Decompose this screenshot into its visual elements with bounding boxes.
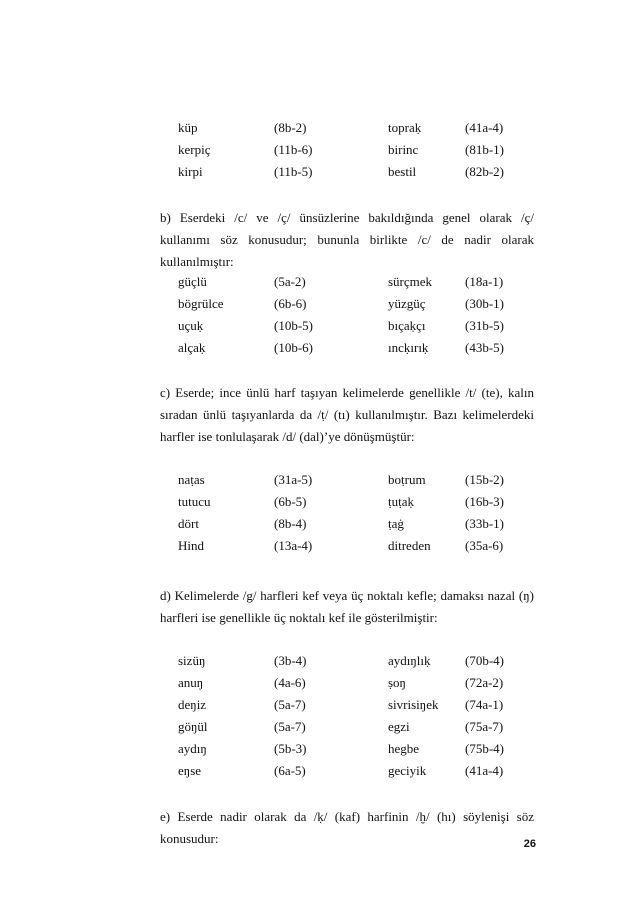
- word: hegbe: [388, 741, 420, 756]
- ref: (81b-1): [465, 142, 504, 157]
- word: egzi: [388, 719, 410, 734]
- ref: (41a-4): [465, 763, 504, 778]
- word-table-a: [0, 117, 504, 183]
- ref: (8b-2): [274, 120, 307, 135]
- table-row: [0, 716, 504, 738]
- word: sizüŋ: [178, 653, 206, 668]
- word: ṭuṭaḳ: [388, 494, 414, 509]
- word-table-c: [0, 469, 504, 557]
- table-row: [0, 315, 504, 337]
- ref: (8b-4): [274, 516, 307, 531]
- paragraph-e: e) Eserde nadir olarak da /ḳ/ (kaf) harfinin /ḫ/ (hı) söylenişi söz konusudur:: [160, 809, 534, 846]
- word: küp: [178, 120, 198, 135]
- ref: (70b-4): [465, 653, 504, 668]
- ref: (75a-7): [465, 719, 504, 734]
- page-number: 26: [523, 838, 536, 850]
- word: bögrülce: [178, 296, 224, 311]
- word: sürçmek: [388, 274, 433, 289]
- ref: (10b-6): [274, 340, 313, 355]
- table-row: [0, 293, 504, 315]
- word: ṭaġ: [388, 516, 404, 531]
- ref: (33b-1): [465, 516, 504, 531]
- ref: (31a-5): [274, 472, 313, 487]
- ref: (6b-5): [274, 494, 307, 509]
- word: uçuḳ: [178, 318, 204, 333]
- ref: (16b-3): [465, 494, 504, 509]
- word: topraḳ: [388, 120, 422, 135]
- ref: (5a-7): [274, 697, 306, 712]
- word: naṭas: [178, 472, 205, 487]
- ref: (5a-7): [274, 719, 306, 734]
- table-row: [0, 694, 504, 716]
- word: ditreden: [388, 538, 431, 553]
- table-row: [0, 469, 504, 491]
- word: geciyik: [388, 763, 427, 778]
- word: kirpi: [178, 164, 203, 179]
- word: ṣoŋ: [388, 675, 406, 690]
- ref: (11b-6): [274, 142, 313, 157]
- word: birinc: [388, 142, 419, 157]
- ref: (75b-4): [465, 741, 504, 756]
- word: göŋül: [178, 719, 208, 734]
- ref: (41a-4): [465, 120, 504, 135]
- table-row: [0, 337, 504, 359]
- word: yüzgüç: [388, 296, 426, 311]
- table-row: [0, 513, 504, 535]
- table-row: [0, 161, 504, 183]
- word: aydıŋlıḳ: [388, 653, 431, 668]
- ref: (18a-1): [465, 274, 504, 289]
- table-row: [0, 491, 504, 513]
- ref: (43b-5): [465, 340, 504, 355]
- word: boṭrum: [388, 472, 426, 487]
- word: bestil: [388, 164, 417, 179]
- word: güçlü: [178, 274, 207, 289]
- word: tutucu: [178, 494, 211, 509]
- ref: (30b-1): [465, 296, 504, 311]
- ref: (4a-6): [274, 675, 306, 690]
- ref: (10b-5): [274, 318, 313, 333]
- ref: (72a-2): [465, 675, 504, 690]
- word: sivrisiŋek: [388, 697, 439, 712]
- word: ıncḳırıḳ: [388, 340, 429, 355]
- table-row: [0, 271, 504, 293]
- word: deŋiz: [178, 697, 207, 712]
- ref: (82b-2): [465, 164, 504, 179]
- word: dört: [178, 516, 199, 531]
- table-row: [0, 738, 504, 760]
- table-row: [0, 139, 504, 161]
- table-row: [0, 650, 504, 672]
- word: alçaḳ: [178, 340, 206, 355]
- ref: (74a-1): [465, 697, 504, 712]
- ref: (3b-4): [274, 653, 307, 668]
- word: aydıŋ: [178, 741, 207, 756]
- ref: (31b-5): [465, 318, 504, 333]
- word-table-d: [0, 650, 504, 782]
- paragraph-c: c) Eserde; ince ünlü harf taşıyan kelimelerde genellikle /t/ (te), kalın sıradan ünlü taşıyanlarda da /ṭ/ (tı) kullanılmıştır. Bazı kelimelerdeki harfler ise tonlulaşarak /d/ (dal)’ye dönüşmüştür:: [160, 385, 534, 444]
- table-row: [0, 535, 504, 557]
- word-table-b: [0, 271, 504, 359]
- word: Hind: [178, 538, 204, 553]
- ref: (35a-6): [465, 538, 504, 553]
- table-row: [0, 760, 504, 782]
- ref: (15b-2): [465, 472, 504, 487]
- word: bıçaḳçı: [388, 318, 426, 333]
- ref: (6a-5): [274, 763, 306, 778]
- ref: (11b-5): [274, 164, 313, 179]
- paragraph-d: d) Kelimelerde /g/ harfleri kef veya üç noktalı kefle; damaksı nazal (ŋ) harfleri ise genellikle üç noktalı kef ile gösterilmiştir:: [160, 588, 534, 625]
- table-row: [0, 672, 504, 694]
- ref: (6b-6): [274, 296, 307, 311]
- paragraph-b: b) Eserdeki /c/ ve /ç/ ünsüzlerine bakıldığında genel olarak /ç/ kullanımı söz konusudur; bununla birlikte /c/ de nadir olarak kullanılmıştır:: [160, 210, 534, 269]
- table-row: [0, 117, 504, 139]
- ref: (5b-3): [274, 741, 307, 756]
- word: anuŋ: [178, 675, 204, 690]
- ref: (13a-4): [274, 538, 313, 553]
- word: kerpiç: [178, 142, 211, 157]
- word: eŋse: [178, 763, 202, 778]
- ref: (5a-2): [274, 274, 306, 289]
